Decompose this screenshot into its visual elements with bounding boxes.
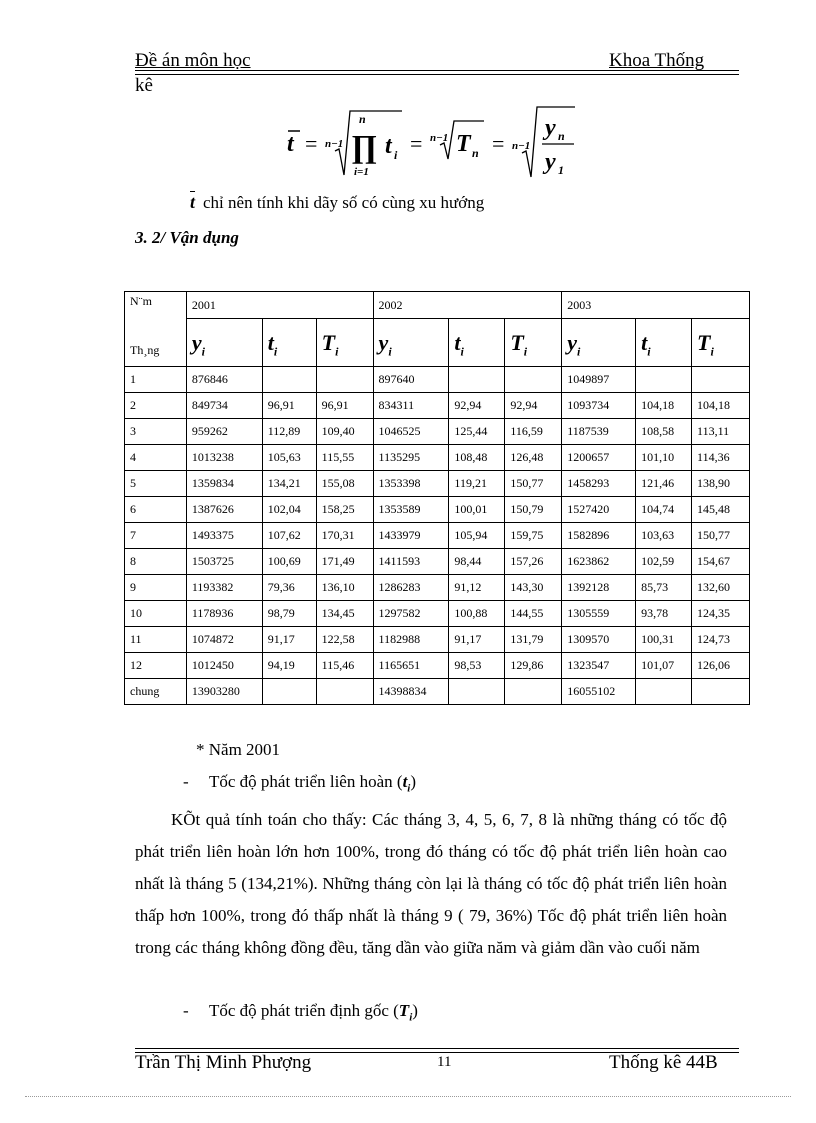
table-symbol-header: $T_i$ [692,319,750,367]
table-month-cell: 1 [125,367,187,393]
table-cell: 131,79 [505,627,562,653]
table-symbol-header: $t_i$ [449,319,505,367]
table-cell: 143,30 [505,575,562,601]
note-text: chỉ nên tính khi dãy số có cùng xu hướng [203,193,485,212]
results-paragraph: KÕt quả tính toán cho thấy: Các tháng 3, 4, 5, 6, 7, 8 là những tháng có tốc độ phát triển liên hoàn lớn hơn 100%, trong đó tháng có tốc độ phát triển liên hoàn cao nhất là tháng 5 (134,21%). Những tháng còn lại là tháng có tốc độ phát triển liên hoàn thấp hơn 100%, trong đó thấp nhất là tháng 9 ( 79, 36%) Tốc độ phát triển liên hoàn trong các tháng không đồng đều, tăng dần vào giữa năm và giảm dần vào cuối năm [135,810,727,957]
table-cell: 121,46 [636,471,692,497]
formula-eq-1: = [305,131,318,156]
table-cell: 157,26 [505,549,562,575]
formula-prod-bottom: i=1 [354,166,369,178]
table-symbol-header: $t_i$ [262,319,316,367]
table-cell: 1305559 [562,601,636,627]
table-cell: 170,31 [316,523,373,549]
page-bottom-dotted-line [25,1096,791,1097]
formula-prod-term: t [385,133,392,159]
table-cell: 1165651 [373,653,449,679]
table-row [125,653,750,679]
table-cell: 122,58 [316,627,373,653]
table-month-cell: 8 [125,549,187,575]
table-cell: 113,11 [692,419,750,445]
table-cell: 134,45 [316,601,373,627]
table-cell: 959262 [186,419,262,445]
table-cell [449,367,505,393]
table-cell: 155,08 [316,471,373,497]
table-cell: 103,63 [636,523,692,549]
table-cell: 1503725 [186,549,262,575]
table-year-header: 2001 [186,292,373,319]
average-growth-formula [287,103,587,183]
table-year-header: 2003 [562,292,750,319]
table-cell: 79,36 [262,575,316,601]
table-cell: 114,36 [692,445,750,471]
footer-author: Trần Thị Minh Phượng [135,1052,312,1073]
table-month-cell: 12 [125,653,187,679]
table-cell: 108,58 [636,419,692,445]
table-cell [636,679,692,705]
footer-page-number: 11 [437,1054,452,1070]
table-cell [316,367,373,393]
table-cell: 104,18 [692,393,750,419]
table-cell: 91,12 [449,575,505,601]
table-cell: 93,78 [636,601,692,627]
formula-denominator-sub: 1 [558,163,564,177]
bullet-chain-growth: - Tốc độ phát triển liên hoàn $(t_i)$ [183,772,417,795]
table-cell [505,679,562,705]
table-row [125,471,750,497]
table-cell: 145,48 [692,497,750,523]
table-row [125,367,750,393]
table-cell [692,679,750,705]
table-row [125,549,750,575]
table-cell: 14398834 [373,679,449,705]
table-symbol-header: $t_i$ [636,319,692,367]
table-cell: 1178936 [186,601,262,627]
table-row [125,497,750,523]
year-heading: * Năm 2001 [196,740,281,759]
table-symbol-header: $y_i$ [562,319,636,367]
table-cell: 1182988 [373,627,449,653]
table-cell: 102,59 [636,549,692,575]
table-month-cell: 3 [125,419,187,445]
header-faculty-continuation: kê [135,75,153,96]
table-cell: 171,49 [316,549,373,575]
table-cell: 94,19 [262,653,316,679]
table-cell: 1049897 [562,367,636,393]
table-cell: 1286283 [373,575,449,601]
table-cell [636,367,692,393]
table-corner-month-label: Th¸ng [130,343,160,357]
table-cell: 1193382 [186,575,262,601]
formula-numerator: y [545,115,556,141]
table-cell: 1046525 [373,419,449,445]
table-cell: 1297582 [373,601,449,627]
table-cell: 98,44 [449,549,505,575]
table-cell: 100,69 [262,549,316,575]
table-month-cell: chung [125,679,187,705]
table-cell: 16055102 [562,679,636,705]
table-row [125,575,750,601]
table-cell: 105,63 [262,445,316,471]
table-cell: 1387626 [186,497,262,523]
table-cell: 144,55 [505,601,562,627]
table-cell: 91,17 [262,627,316,653]
table-cell: 150,77 [505,471,562,497]
formula-root-index-1: n−1 [325,138,344,150]
table-corner-year-label: N¨m [130,294,152,308]
table-row [125,523,750,549]
table-month-cell: 5 [125,471,187,497]
formula-mid-sub: n [472,146,479,160]
table-cell: 1135295 [373,445,449,471]
header-faculty: Khoa Thống [609,50,705,71]
table-cell: 834311 [373,393,449,419]
table-cell: 85,73 [636,575,692,601]
table-row [125,679,750,705]
bullet-dash: - [183,1001,189,1020]
footer-class: Thống kê 44B [609,1052,718,1073]
table-cell [316,679,373,705]
table-cell: 107,62 [262,523,316,549]
formula-eq-2: = [410,131,423,156]
table-cell: 849734 [186,393,262,419]
formula-prod-top: n [359,112,366,126]
table-cell: 158,25 [316,497,373,523]
table-cell: 92,94 [505,393,562,419]
bullet-fixed-base-growth-text: Tốc độ phát triển định gốc [209,1001,389,1020]
table-cell: 116,59 [505,419,562,445]
table-cell: 126,48 [505,445,562,471]
section-title: 3. 2/ Vận dụng [135,228,239,247]
table-cell: 101,10 [636,445,692,471]
formula-mid: T [456,131,471,157]
table-row [125,601,750,627]
table-cell: 1433979 [373,523,449,549]
table-cell: 126,06 [692,653,750,679]
table-cell: 115,46 [316,653,373,679]
table-cell: 1493375 [186,523,262,549]
table-cell: 102,04 [262,497,316,523]
table-row [125,445,750,471]
table-cell: 92,94 [449,393,505,419]
table-cell [262,367,316,393]
formula-lhs: t [287,131,294,157]
table-cell: 1353589 [373,497,449,523]
table-month-cell: 10 [125,601,187,627]
bullet-chain-growth-symbol-sub: i [407,782,411,795]
table-month-cell: 4 [125,445,187,471]
table-cell: 96,91 [262,393,316,419]
formula-eq-3: = [492,131,505,156]
table-cell: 129,86 [505,653,562,679]
header-rule [135,70,739,75]
growth-rate-table [124,291,750,705]
formula-root-index-3: n−1 [512,140,531,152]
formula-denominator: y [545,149,556,175]
table-cell: 98,79 [262,601,316,627]
table-month-cell: 9 [125,575,187,601]
table-header-row-years [125,292,750,319]
table-cell: 109,40 [316,419,373,445]
table-cell: 124,35 [692,601,750,627]
bullet-fixed-base-growth: - Tốc độ phát triển định gốc $(T_i)$ [183,1001,418,1024]
table-cell: 1582896 [562,523,636,549]
table-row [125,393,750,419]
table-cell [692,367,750,393]
table-cell: 96,91 [316,393,373,419]
table-cell: 100,31 [636,627,692,653]
table-cell: 100,88 [449,601,505,627]
formula-numerator-sub: n [558,129,565,143]
table-cell: 132,60 [692,575,750,601]
formula-prod-sub: i [394,148,398,162]
table-month-cell: 11 [125,627,187,653]
table-body [125,367,750,705]
table-symbol-header: $y_i$ [186,319,262,367]
table-cell: 1623862 [562,549,636,575]
table-cell: 100,01 [449,497,505,523]
table-corner-cell [125,292,187,367]
table-cell: 104,74 [636,497,692,523]
table-cell: 1012450 [186,653,262,679]
table-cell: 150,79 [505,497,562,523]
table-cell: 1323547 [562,653,636,679]
table-row [125,419,750,445]
table-symbol-header: $T_i$ [316,319,373,367]
table-cell: 1013238 [186,445,262,471]
formula-prod-sign: ∏ [351,128,378,164]
table-cell: 1309570 [562,627,636,653]
table-cell: 13903280 [186,679,262,705]
table-cell: 119,21 [449,471,505,497]
table-cell: 1093734 [562,393,636,419]
table-cell: 1074872 [186,627,262,653]
bullet-chain-growth-text: Tốc độ phát triển liên hoàn [209,772,393,791]
bullet-fixed-base-growth-symbol-sub: i [409,1011,413,1024]
header-course-title: Đề án môn học [135,50,251,71]
table-cell: 159,75 [505,523,562,549]
table-cell: 125,44 [449,419,505,445]
table-cell: 1200657 [562,445,636,471]
table-month-cell: 7 [125,523,187,549]
table-cell: 1527420 [562,497,636,523]
bullet-chain-growth-symbol: t [402,772,408,791]
table-month-cell: 2 [125,393,187,419]
formula-note [190,192,484,213]
table-cell: 138,90 [692,471,750,497]
table-year-header: 2002 [373,292,562,319]
table-cell: 134,21 [262,471,316,497]
table-cell [449,679,505,705]
table-row [125,627,750,653]
table-cell [505,367,562,393]
table-cell: 108,48 [449,445,505,471]
table-cell: 1187539 [562,419,636,445]
table-cell: 124,73 [692,627,750,653]
table-cell: 101,07 [636,653,692,679]
table-cell: 876846 [186,367,262,393]
table-cell: 1458293 [562,471,636,497]
table-cell: 154,67 [692,549,750,575]
table-cell: 1411593 [373,549,449,575]
table-cell: 1353398 [373,471,449,497]
table-cell: 104,18 [636,393,692,419]
table-month-cell: 6 [125,497,187,523]
table-cell: 91,17 [449,627,505,653]
table-cell: 115,55 [316,445,373,471]
table-cell: 150,77 [692,523,750,549]
table-cell [262,679,316,705]
table-cell: 1392128 [562,575,636,601]
bullet-dash: - [183,772,189,791]
table-symbol-header: $T_i$ [505,319,562,367]
table-cell: 98,53 [449,653,505,679]
table-cell: 105,94 [449,523,505,549]
note-symbol: $\overline{t}$ [190,192,196,212]
table-cell: 112,89 [262,419,316,445]
table-cell: 1359834 [186,471,262,497]
table-cell: 897640 [373,367,449,393]
table-header-row-symbols [125,319,750,367]
table-cell: 136,10 [316,575,373,601]
table-symbol-header: $y_i$ [373,319,449,367]
bullet-fixed-base-growth-symbol: T [398,1001,410,1020]
formula-root-index-2: n−1 [430,132,449,144]
